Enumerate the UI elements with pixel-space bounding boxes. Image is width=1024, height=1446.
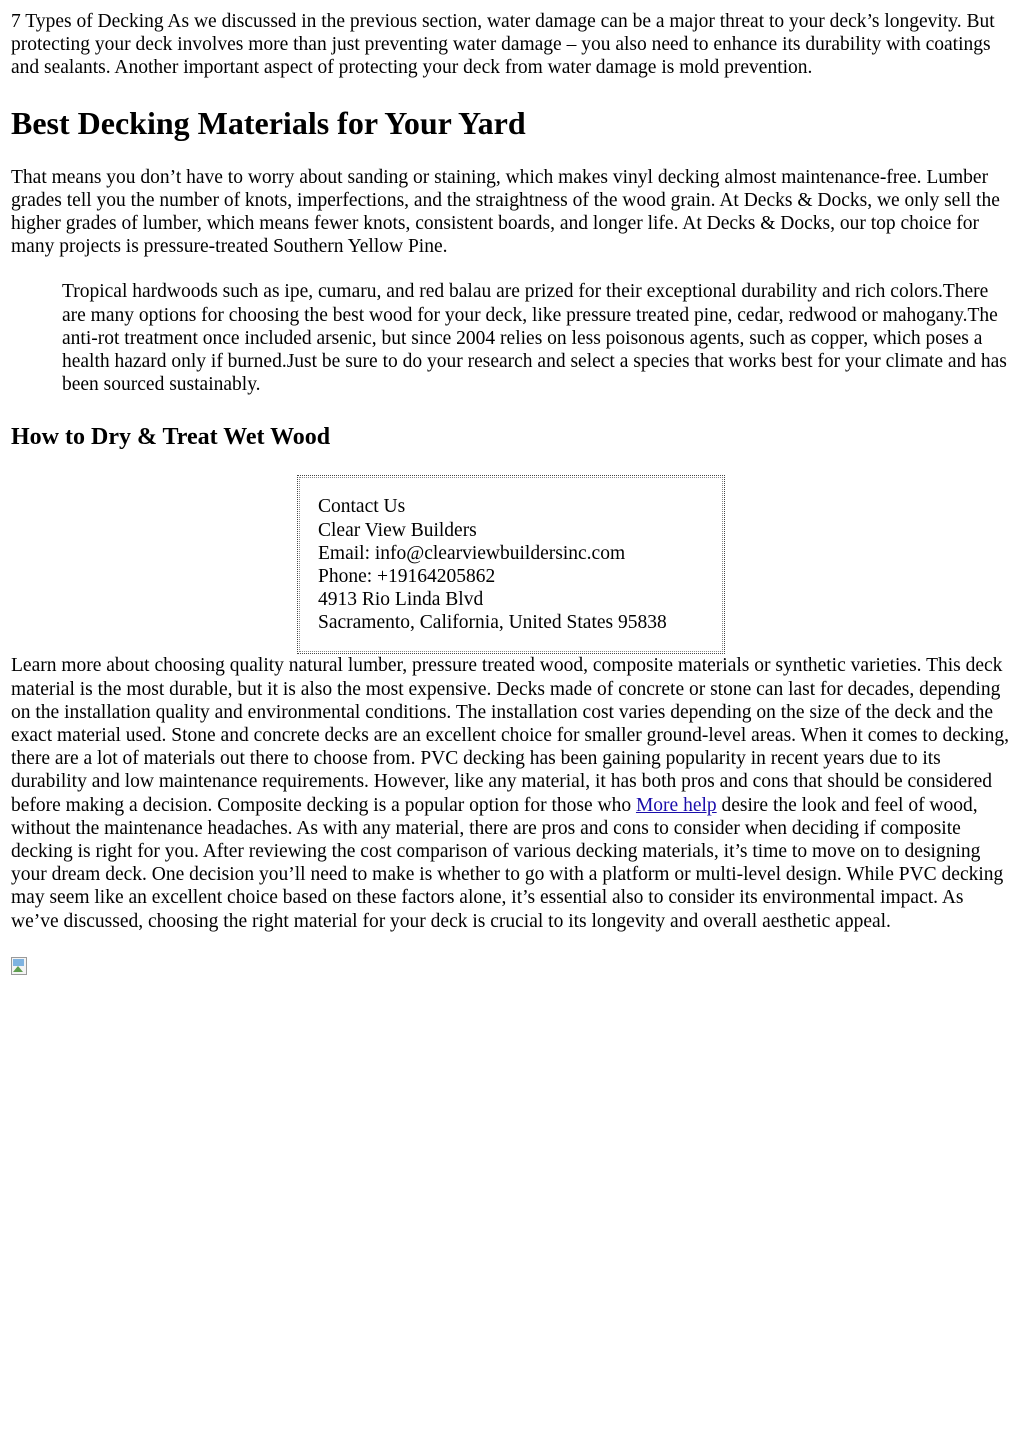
body-paragraph-materials — [11, 654, 1013, 932]
intro-paragraph: 7 Types of Decking As we discussed in the previous section, water damage can be a major threat to your deck’s longevity. But protecting your deck involves more than just preventing water damage – you also need to enhance its durability with coatings and sealants. Another important aspect of protecting your deck from water damage is mold prevention. — [11, 11, 995, 79]
paragraph-text-after-link: desire the look and feel of wood, without the maintenance headaches. As with any material, there are pros and cons to consider when deciding if composite decking is right for you. After reviewing the cost comparison of various decking materials, it’s time to move on to designing your dream deck. One decision you’ll need to make is whether to go with a platform or multi-level design. While PVC decking may seem like an excellent choice based on these factors alone, it’s essential also to consider its environmental impact. As we’ve discussed, choosing the right material for your deck is crucial to its longevity and overall aesthetic appeal. — [11, 794, 1004, 932]
main-heading: Best Decking Materials for Your Yard — [11, 104, 526, 141]
contact-phone: Phone: +19164205862 — [318, 566, 496, 588]
image-hill — [13, 966, 23, 972]
contact-box — [297, 475, 725, 654]
more-help-link[interactable]: More help — [635, 794, 717, 816]
contact-company: Clear View Builders — [318, 519, 477, 541]
contact-address-city: Sacramento, California, United States 95838 — [318, 612, 667, 634]
blockquote-hardwoods: Tropical hardwoods such as ipe, cumaru, and red balau are prized for their exceptional durability and rich colors.There are many options for choosing the best wood for your deck, like pressure treated pine, cedar, redwood or mahogany.The anti-rot treatment once included arsenic, but since 2004 relies on less poisonous agents, such as copper, which poses a health hazard only if burned.Just be sure to do your research and select a species that works best for your climate and has been sourced sustainably. — [62, 281, 1007, 396]
contact-title: Contact Us — [318, 496, 406, 518]
contact-email: Email: info@clearviewbuildersinc.com — [318, 542, 626, 564]
broken-image-icon — [11, 957, 31, 977]
paragraph-text-before-link: Learn more about choosing quality natural lumber, pressure treated wood, composite materials or synthetic varieties. This deck material is the most durable, but it is also the most expensive. Decks made of concrete or stone can last for decades, depending on the installation quality and environmental conditions. The installation cost varies depending on the size of the deck and the exact material used. Stone and concrete decks are an excellent choice for smaller ground-level areas. When it comes to decking, there are a lot of materials out there to choose from. PVC decking has been gaining popularity in recent years due to its durability and low maintenance requirements. However, like any material, it has both pros and cons that should be considered before making a decision. Composite decking is a popular option for those who — [11, 655, 1010, 816]
contact-address-street: 4913 Rio Linda Blvd — [318, 589, 484, 611]
body-paragraph-vinyl: That means you don’t have to worry about sanding or staining, which makes vinyl decking almost maintenance-free. Lumber grades tell you the number of knots, imperfections, and the straightness of the wood grain. At Decks & Docks, we only sell the higher grades of lumber, which means fewer knots, consistent boards, and longer life. At Decks & Docks, our top choice for many projects is pressure-treated Southern Yellow Pine. — [11, 166, 1000, 258]
contact-wrapper — [11, 475, 1013, 654]
image-sky — [13, 959, 24, 966]
sub-heading: How to Dry & Treat Wet Wood — [11, 424, 331, 451]
